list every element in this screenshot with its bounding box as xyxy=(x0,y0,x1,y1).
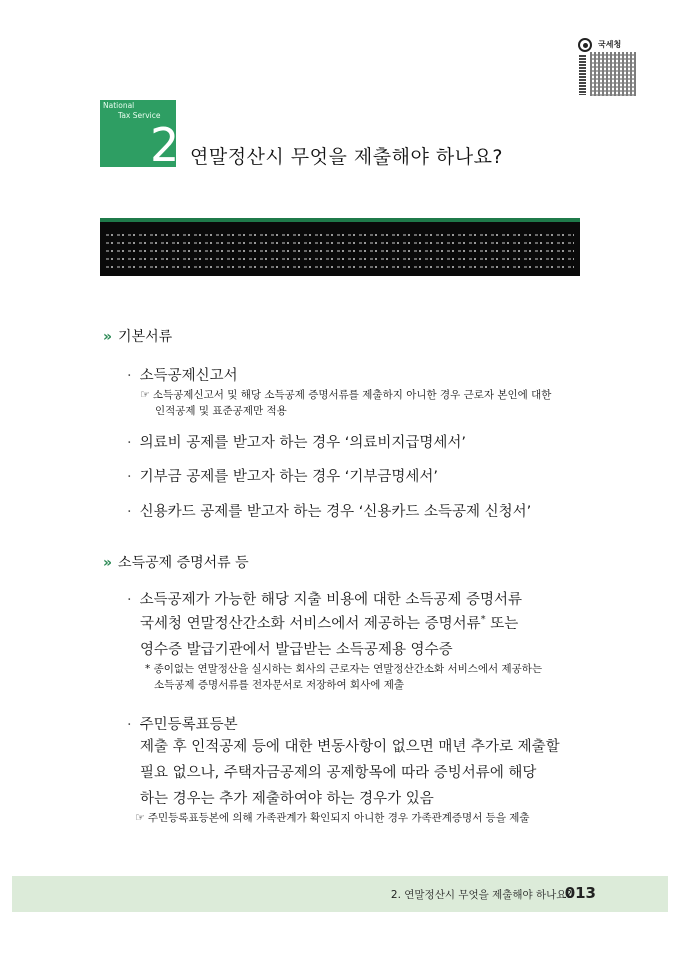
note-proof-item2: ☞ 주민등록표등본에 의해 가족관계가 확인되지 아니한 경우 가족관계증명서 등을 제출 xyxy=(135,811,530,824)
bullet-dot-icon: · xyxy=(127,469,132,485)
page-footer xyxy=(12,876,668,912)
list-item: · 의료비 공제를 받고자 하는 경우 ‘의료비지급명세서’ xyxy=(127,435,467,451)
proof-item1-body: 국세청 연말정산간소화 서비스에서 제공하는 증명서류* 또는 영수증 발급기관에서 발급받는 소득공제용 영수증 xyxy=(140,614,519,658)
qr-code-icon xyxy=(590,52,636,96)
logo-name: 국세청 xyxy=(598,40,622,49)
logo-vertical-text xyxy=(579,55,586,95)
pointing-hand-icon: ☞ xyxy=(135,811,145,824)
list-item: · 소득공제신고서 xyxy=(127,368,238,384)
brand-line-2: Tax Service xyxy=(118,111,161,120)
double-chevron-icon: » xyxy=(103,329,113,345)
list-item: · 기부금 공제를 받고자 하는 경우 ‘기부금명세서’ xyxy=(127,469,439,485)
page-number: 013 xyxy=(564,884,596,902)
note-item1: ☞ 소득공제신고서 및 해당 소득공제 증명서류를 제출하지 아니한 경우 근로자 본인에 대한 인적공제 및 표준공제만 적용 xyxy=(140,388,552,417)
brand-line-1: National xyxy=(103,101,135,110)
list-item: · 신용카드 공제를 받고자 하는 경우 ‘신용카드 소득공제 신청서’ xyxy=(127,504,532,520)
chapter-title: 연말정산시 무엇을 제출해야 하나요? xyxy=(190,146,504,168)
bullet-dot-icon: · xyxy=(127,435,132,451)
section-proof-heading: » 소득공제 증명서류 등 xyxy=(103,555,249,571)
nts-emblem-icon xyxy=(578,38,592,52)
list-item: · 주민등록표등본 xyxy=(127,717,238,733)
pointing-hand-icon: ☞ xyxy=(140,388,150,401)
bullet-dot-icon: · xyxy=(127,504,132,520)
note-proof-item1: * 종이없는 연말정산을 실시하는 회사의 근로자는 연말정산간소화 서비스에서 제공하는 소득공제 증명서류를 전자문서로 저장하여 회사에 제출 xyxy=(145,663,543,691)
nts-logo xyxy=(578,38,638,96)
dark-banner xyxy=(100,218,580,276)
double-chevron-icon: » xyxy=(103,555,113,571)
bullet-dot-icon: · xyxy=(127,717,132,733)
footer-chapter-text: 2. 연말정산시 무엇을 제출해야 하나요? xyxy=(390,889,572,901)
bullet-dot-icon: · xyxy=(127,368,132,384)
bullet-dot-icon: · xyxy=(127,592,132,608)
list-item: · 소득공제가 가능한 해당 지출 비용에 대한 소득공제 증명서류 xyxy=(127,592,523,608)
banner-edge xyxy=(100,218,580,222)
chapter-number-box xyxy=(100,100,180,172)
section-basic-heading: » 기본서류 xyxy=(103,329,173,345)
proof-item2-body: 제출 후 인적공제 등에 대한 변동사항이 없으면 매년 추가로 제출할 필요 없으나, 주택자금공제의 공제항목에 따라 증빙서류에 해당 하는 경우는 추가 제출하여야 하는 경우가 있음 xyxy=(140,739,560,807)
chapter-number: 2 xyxy=(150,118,180,172)
